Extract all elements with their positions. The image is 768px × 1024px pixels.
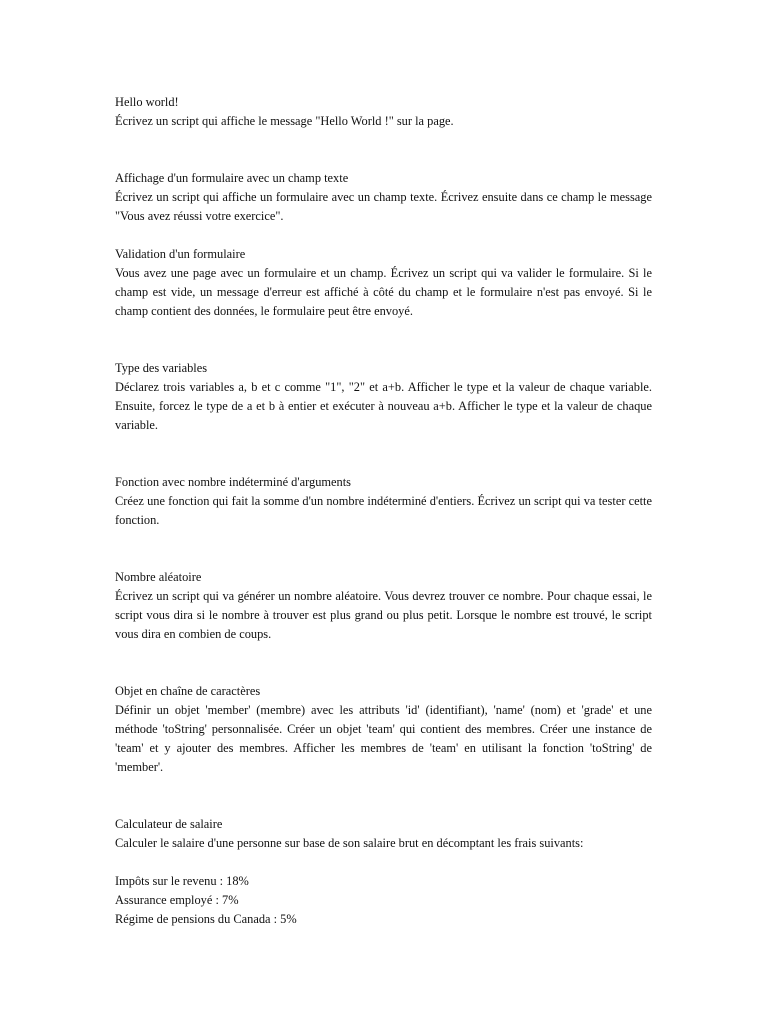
spacer: [115, 644, 652, 682]
section-title: Objet en chaîne de caractères: [115, 684, 261, 698]
section-body: Écrivez un script qui affiche un formulaire avec un champ texte. Écrivez ensuite dans ce champ le message "Vous avez réussi votre exercice".: [115, 190, 652, 223]
exercise-salary-calculator: [115, 815, 652, 929]
exercise-form-validation: [115, 245, 652, 321]
list-item: Impôts sur le revenu : 18%: [115, 874, 249, 888]
spacer: [115, 131, 652, 169]
section-title: Calculateur de salaire: [115, 817, 223, 831]
list-item: Assurance employé : 7%: [115, 893, 239, 907]
spacer: [115, 530, 652, 568]
exercise-random-number: [115, 568, 652, 644]
exercise-variable-types: [115, 359, 652, 435]
section-title: Nombre aléatoire: [115, 570, 202, 584]
section-title: Affichage d'un formulaire avec un champ texte: [115, 171, 349, 185]
exercise-hello-world: [115, 93, 652, 131]
section-body: Déclarez trois variables a, b et c comme "1", "2" et a+b. Afficher le type et la valeur de chaque variable. Ensuite, forcez le type de a et b à entier et exécuter à nouveau a+b. Afficher le type et la valeur de chaque variable.: [115, 380, 652, 432]
exercise-object-to-string: [115, 682, 652, 777]
section-title: Validation d'un formulaire: [115, 247, 246, 261]
spacer: [115, 777, 652, 815]
list-item: Régime de pensions du Canada : 5%: [115, 912, 297, 926]
section-body: Calculer le salaire d'une personne sur base de son salaire brut en décomptant les frais suivants:: [115, 836, 584, 850]
section-title: Hello world!: [115, 95, 179, 109]
exercise-variadic-function: [115, 473, 652, 530]
section-title: Fonction avec nombre indéterminé d'arguments: [115, 475, 351, 489]
spacer: [115, 321, 652, 359]
document-page: [115, 93, 652, 929]
section-body: Définir un objet 'member' (membre) avec les attributs 'id' (identifiant), 'name' (nom) et 'grade' et une méthode 'toString' personnalisée. Créer un objet 'team' qui contient des membres. Créer une instance de 'team' et y ajouter des membres. Afficher les membres de 'team' en utilisant la fonction 'toString' de 'member'.: [115, 703, 652, 774]
deductions-list: [115, 872, 652, 929]
section-title: Type des variables: [115, 361, 208, 375]
section-body: Vous avez une page avec un formulaire et un champ. Écrivez un script qui va valider le formulaire. Si le champ est vide, un message d'erreur est affiché à côté du champ et le formulaire n'est pas envoyé. Si le champ contient des données, le formulaire peut être envoyé.: [115, 266, 652, 318]
section-body: Écrivez un script qui affiche le message "Hello World !" sur la page.: [115, 114, 454, 128]
spacer: [115, 226, 652, 245]
section-body: Créez une fonction qui fait la somme d'un nombre indéterminé d'entiers. Écrivez un script qui va tester cette fonction.: [115, 494, 652, 527]
exercise-form-display: [115, 169, 652, 226]
section-body: Écrivez un script qui va générer un nombre aléatoire. Vous devrez trouver ce nombre. Pour chaque essai, le script vous dira si le nombre à trouver est plus grand ou plus petit. Lorsque le nombre est trouvé, le script vous dira en combien de coups.: [115, 589, 652, 641]
spacer: [115, 435, 652, 473]
